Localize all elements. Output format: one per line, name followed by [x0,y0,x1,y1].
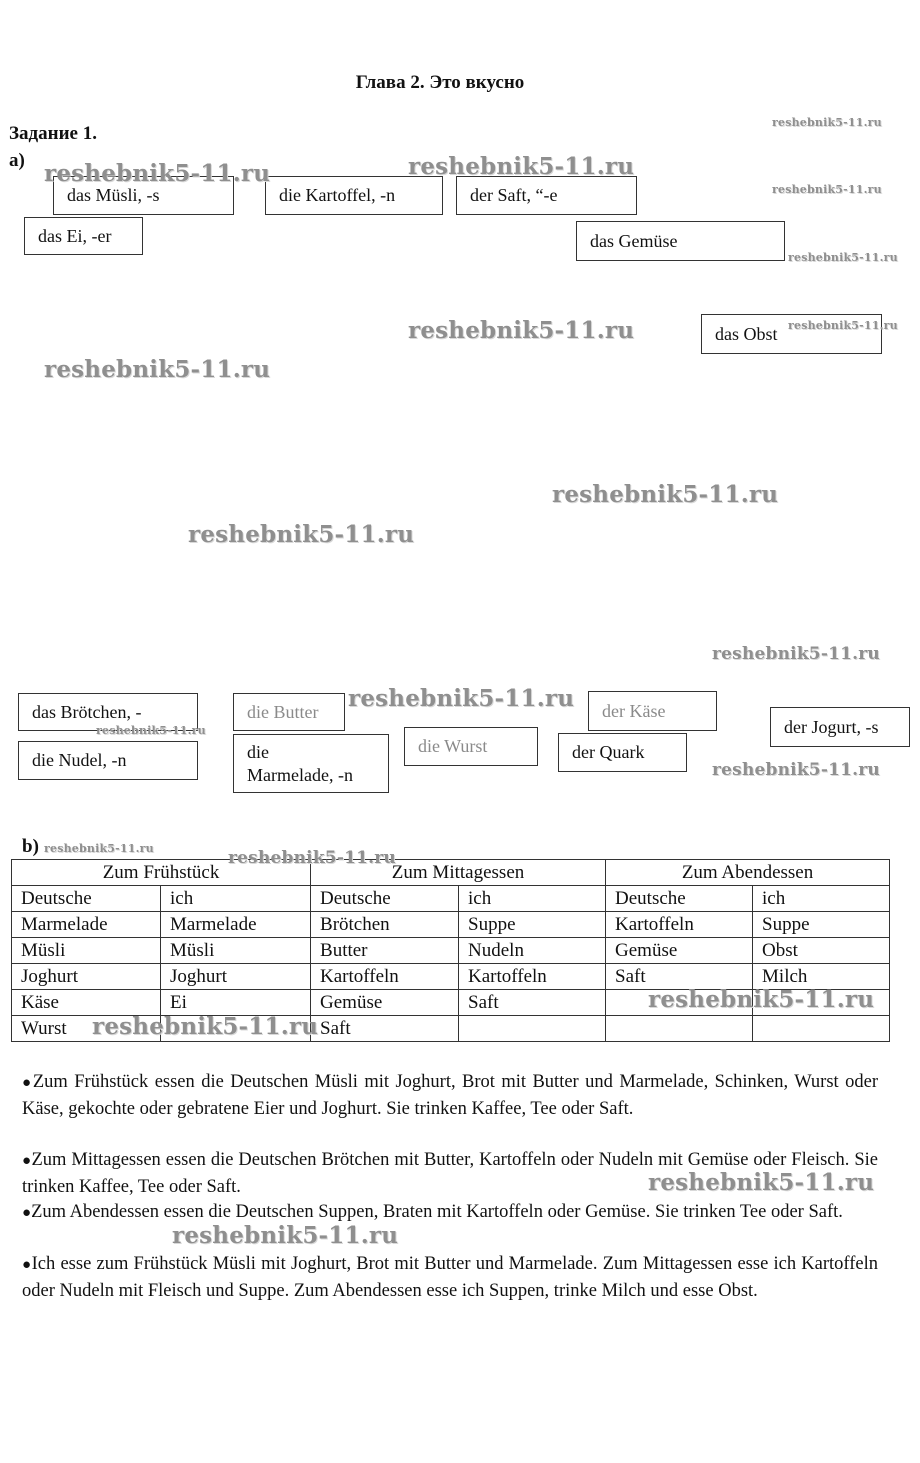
paragraph-abendessen [22,1200,878,1227]
table-cell: Marmelade [12,912,161,938]
watermark: reshebnik5-11.ru [712,644,880,664]
table-cell: Kartoffeln [459,964,606,990]
word-card-muesli: das Müsli, -s [53,176,234,215]
table-cell: Deutsche [12,886,161,912]
watermark: reshebnik5-11.ru [552,481,779,508]
word-card-saft: der Saft, “-e [456,176,637,215]
bullet-icon: ● [22,1075,33,1091]
table-cell: Marmelade [161,912,311,938]
table-cell: Brötchen [311,912,459,938]
table-cell: Suppe [753,912,890,938]
word-card-ei: das Ei, -er [24,217,143,255]
table-cell: ich [161,886,311,912]
table-cell: Saft [606,964,753,990]
part-a-label: а) [9,150,25,171]
word-card-jogurt: der Jogurt, -s [770,707,910,747]
word-card-obst: das Obst [701,314,882,354]
chapter-title: Глава 2. Это вкусно [355,72,525,93]
paragraph-ich [22,1252,878,1304]
watermark: reshebnik5-11.ru [788,251,898,264]
word-card-gemuese: das Gemüse [576,221,785,261]
table-cell: Müsli [12,938,161,964]
task-label: Задание 1. [9,123,97,144]
watermark: reshebnik5-11.ru [648,986,875,1013]
table-row [12,886,890,912]
watermark: reshebnik5-11.ru [44,160,271,187]
table-cell: Müsli [161,938,311,964]
table-cell: Käse [12,990,161,1016]
table-cell: Ei [161,990,311,1016]
word-card-broetchen: das Brötchen, - [18,693,198,731]
paragraph-text: Ich esse zum Frühstück Müsli mit Joghurt, Brot mit Butter und Marmelade. Zum Mittagessen esse ich Kartoffeln oder Nudeln mit Fleisch und Suppe. Zum Abendessen esse ich Suppen, trinke Milch und esse Obst. [22,1254,878,1301]
table-cell: Deutsche [311,886,459,912]
watermark: reshebnik5-11.ru [44,356,271,383]
table-cell: ich [459,886,606,912]
watermark: reshebnik5-11.ru [788,319,898,332]
watermark: reshebnik5-11.ru [408,317,635,344]
watermark: reshebnik5-11.ru [228,848,396,868]
watermark: reshebnik5-11.ru [772,183,882,196]
word-card-marmelade [233,734,389,793]
table-cell: Saft [311,1016,459,1042]
table-row [12,938,890,964]
header-abendessen: Zum Abendessen [606,860,890,886]
paragraph-text: Zum Abendessen essen die Deutschen Suppen, Braten mit Kartoffeln oder Gemüse. Sie trinken Tee oder Saft. [31,1202,843,1222]
word-card-marmelade-line1: die [247,742,269,762]
paragraph-text: Zum Frühstück essen die Deutschen Müsli mit Joghurt, Brot mit Butter und Marmelade, Schinken, Wurst oder Käse, gekochte oder gebratene Eier und Joghurt. Sie trinken Kaffee, Tee oder Saft. [22,1072,878,1119]
watermark: reshebnik5-11.ru [188,521,415,548]
word-card-butter: die Butter [233,693,345,731]
table-cell: Deutsche [606,886,753,912]
table-cell: Kartoffeln [606,912,753,938]
header-mittagessen: Zum Mittagessen [311,860,606,886]
watermark: reshebnik5-11.ru [648,1169,875,1196]
table-cell [606,1016,753,1042]
watermark: reshebnik5-11.ru [348,685,575,712]
table-cell: Saft [459,990,606,1016]
table-cell: Butter [311,938,459,964]
watermark: reshebnik5-11.ru [712,760,880,780]
watermark: reshebnik5-11.ru [44,842,154,855]
paragraph-text: Zum Mittagessen essen die Deutschen Brötchen mit Butter, Kartoffeln oder Nudeln mit Gemüse oder Fleisch. Sie trinken Kaffee, Tee oder Saft. [22,1150,878,1197]
watermark: reshebnik5-11.ru [172,1222,399,1249]
table-cell: Milch [753,964,890,990]
watermark: reshebnik5-11.ru [408,153,635,180]
word-card-quark: der Quark [558,733,687,772]
watermark: reshebnik5-11.ru [772,116,882,129]
table-cell: Wurst [12,1016,161,1042]
table-cell: Kartoffeln [311,964,459,990]
table-cell: Gemüse [311,990,459,1016]
paragraph-fruehstueck [22,1070,878,1122]
table-cell: ich [753,886,890,912]
header-fruehstueck: Zum Frühstück [12,860,311,886]
watermark: reshebnik5-11.ru [92,1013,319,1040]
table-cell: Suppe [459,912,606,938]
table-row [12,912,890,938]
watermark: reshebnik5-11.ru [96,724,206,737]
word-card-wurst: die Wurst [404,727,538,766]
table-cell: Joghurt [161,964,311,990]
table-cell: Nudeln [459,938,606,964]
table-cell [459,1016,606,1042]
table-cell: Joghurt [12,964,161,990]
bullet-icon: ● [22,1153,32,1169]
table-cell [753,1016,890,1042]
part-b-label: b) [22,836,39,857]
table-cell: Obst [753,938,890,964]
word-card-kaese: der Käse [588,691,717,731]
bullet-icon: ● [22,1257,32,1273]
bullet-icon: ● [22,1205,32,1221]
word-card-marmelade-line2: Marmelade, -n [247,764,353,785]
word-card-kartoffel: die Kartoffel, -n [265,176,443,215]
word-card-nudel: die Nudel, -n [18,741,198,780]
table-cell: Gemüse [606,938,753,964]
